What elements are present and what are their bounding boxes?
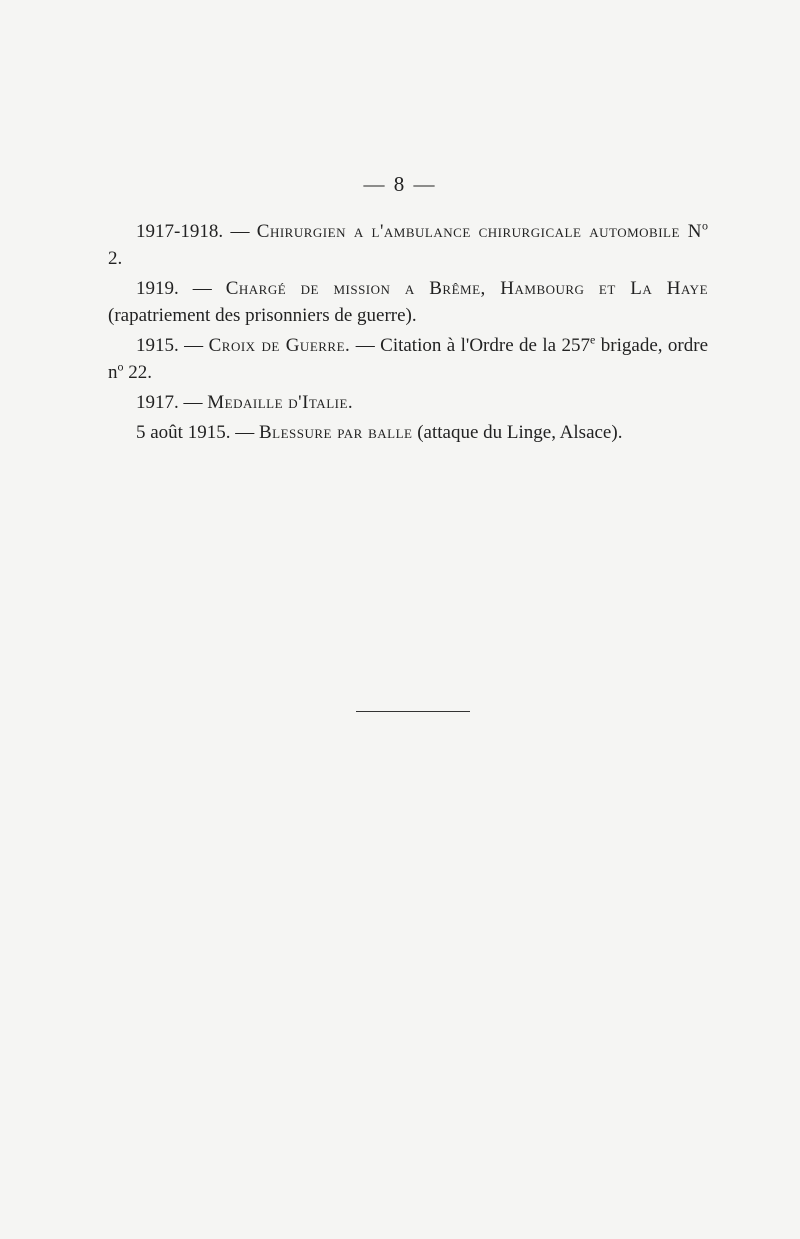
page-number: — 8 — [363,172,437,196]
entry-1919 [108,275,708,329]
entry-dash: — [230,221,250,242]
entry-rest: brigade, ordre n [108,335,709,383]
entry-1917-1918 [108,218,708,272]
entry-dash: — [355,335,375,356]
entry-superscript: o [117,359,124,374]
entry-date: 1917. [136,392,179,413]
entry-date: 5 août 1915. [136,422,231,443]
section-rule [356,711,470,712]
entry-date: 1919. [136,278,179,299]
entry-rest: 2. [108,248,123,269]
entry-dash: — [184,335,204,356]
entry-dash: — [192,278,212,299]
entry-date: 1915. [136,335,179,356]
entry-superscript: o [702,218,709,233]
entry-1915-croix [108,332,708,386]
entry-1915-blessure [108,419,708,446]
entry-title: Blessure par balle [258,422,413,443]
entry-1917 [108,389,708,416]
entry-dash: — [235,422,255,443]
entry-rest: (rapatriement des prisonniers de guerre). [108,305,417,326]
entry-rest: 22. [123,362,152,383]
entry-text: Citation à l'Ordre de la 257 [380,335,591,356]
entry-title: Chargé de mission a Brême, Hambourg et La Haye [225,278,709,299]
entry-dash: — [183,392,203,413]
entry-date: 1917-1918. [136,221,224,242]
entry-rest: (attaque du Linge, Alsace). [417,422,623,443]
entry-title: Croix de Guerre. [208,335,351,356]
entry-title: Medaille d'Italie. [207,392,354,413]
entries-list [108,218,708,449]
entry-title: Chirurgien a l'ambulance chirurgicale automobile N [256,221,703,242]
entry-superscript: e [590,332,596,347]
